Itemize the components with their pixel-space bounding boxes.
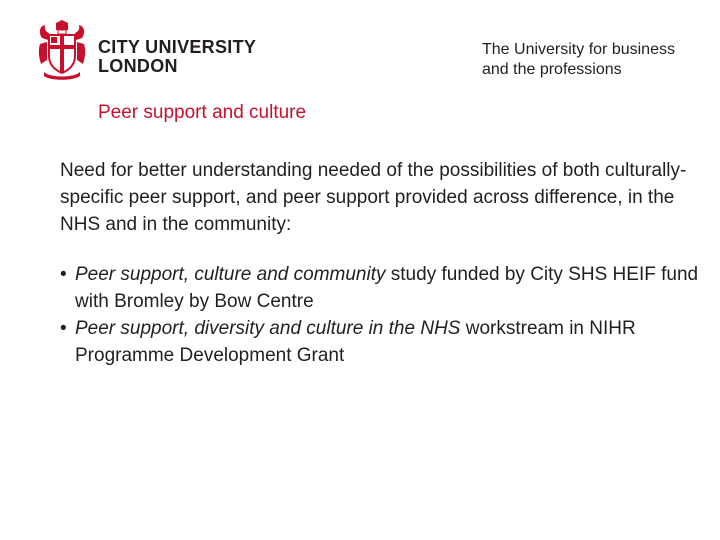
- bullet-item: [60, 261, 700, 315]
- bullet-text: workstream in NIHR Programme Development Grant: [75, 318, 636, 366]
- institution-line-1: CITY UNIVERSITY: [98, 37, 257, 57]
- intro-paragraph: Need for better understanding needed of the possibilities of both culturally-specific peer support, and peer support provided across difference, in the NHS and in the community:: [60, 160, 687, 235]
- bullet-list: [60, 261, 700, 369]
- slide-header: [0, 0, 720, 100]
- tagline-line-2: and the professions: [482, 61, 622, 78]
- crest-icon: [36, 20, 88, 82]
- bullet-italic-text: Peer support, culture and community: [75, 264, 386, 285]
- bullet-marker: •: [60, 318, 67, 339]
- institution-line-2: LONDON: [98, 56, 178, 76]
- tagline: [482, 40, 675, 80]
- bullet-italic-text: Peer support, diversity and culture in the NHS: [75, 318, 461, 339]
- tagline-line-1: The University for business: [482, 41, 675, 58]
- bullet-marker: •: [60, 264, 67, 285]
- bullet-text: study funded by City SHS HEIF fund with Bromley by Bow Centre: [75, 264, 699, 312]
- bullet-item: [60, 315, 700, 369]
- slide-title: Peer support and culture: [98, 102, 307, 123]
- institution-name: [98, 38, 256, 76]
